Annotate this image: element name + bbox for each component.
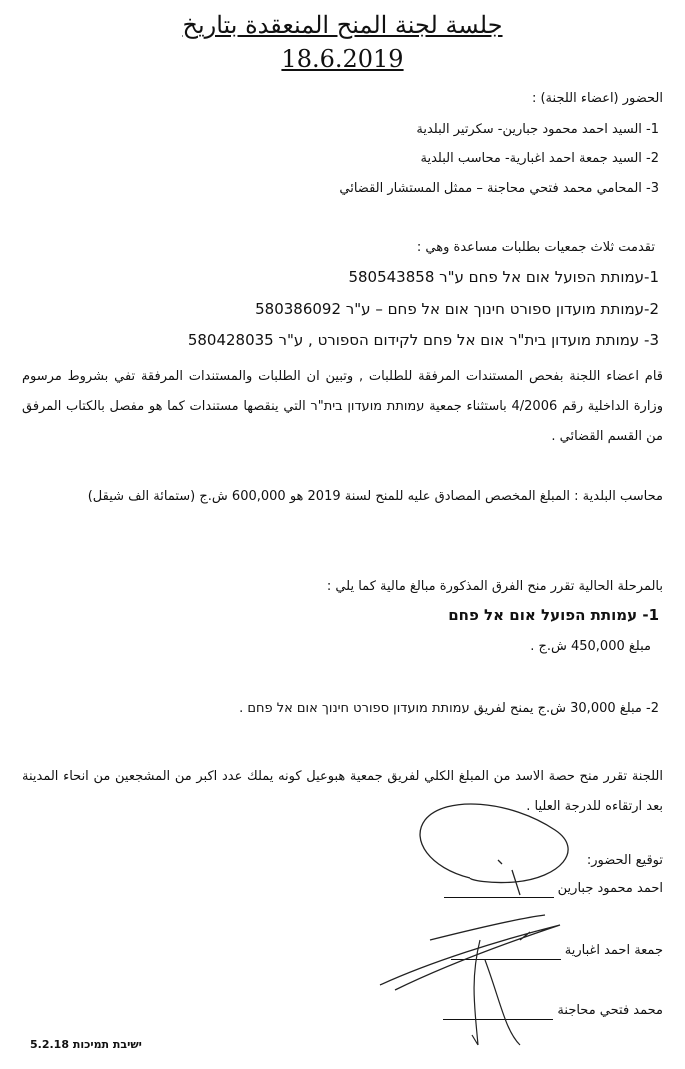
signature-underline [444,885,554,898]
decision-item-1-title: 1- עמותת הפועל אום אל פחם [448,606,659,624]
signature-line-2 [451,942,663,960]
accountant-paragraph: محاسب البلدية : المبلغ المخصص المصادق عليه للمنح لسنة 2019 هو 600,000 ش.ج (ستمائة الف شيقل) [87,489,663,504]
attendee-3: 3- المحامي محمد فتحي محاجنة – ممثل المستشار القضائي [339,181,659,196]
signatory-name-2: جمعة احمد اغبارية [564,943,663,958]
signature-line-3 [443,1002,663,1020]
review-paragraph: قام اعضاء اللجنة بفحص المستندات المرفقة للطلبات , وتبين ان الطلبات والمستندات المرفقة تفي بشروط مرسوم وزارة الداخلية رقم 4/2006 باستثناء جمعية עמותת מועדון בית"ר التي ينقصها مستندات كما هو مفصل بالكتاب المرفق من القسم القضائي . [22,369,663,444]
requests-intro: تقدمت ثلاث جمعيات بطلبات مساعدة وهي : [416,240,655,255]
decision-item-1-amount: مبلغ 450,000 ش.ج . [530,639,651,654]
signature-line-1 [444,880,663,898]
attendee-1: 1- السيد احمد محمود جبارين- سكرتير البلدية [416,122,659,137]
attendance-heading: الحضور (اعضاء اللجنة) : [531,91,663,106]
attendee-2: 2- السيد جمعة احمد اغبارية- محاسب البلدية [420,151,659,166]
request-item-3: 3- עמותת מועדון בית"ר אום אל פחם לקידום הספורט , ע"ר 580428035 [187,331,659,349]
signatory-name-1: احمد محمود جبارين [557,881,663,896]
request-item-2: 2-עמותת מועדון ספורט חינוך אום אל פחם – ע"ר 580386092 [255,300,659,318]
decision-final-paragraph: اللجنة تقرر منح حصة الاسد من المبلغ الكلي لفريق جمعية هبوعيل كونه يملك عدد اكبر من المشجعين من انحاء المدينة بعد ارتقاءه للدرجة العليا . [22,769,663,814]
signature-underline [451,947,561,960]
decision-item-2: 2- مبلغ 30,000 ش.ج يمنح لفريق עמותת מועדון ספורט חינוך אום אל פחם . [239,701,659,716]
page-title: جلسة لجنة المنح المنعقدة بتاريخ 18.6.2019 [182,11,503,73]
signature-underline [443,1007,553,1020]
footer-code: ישיבת תמיכות 5.2.18 [30,1038,142,1051]
request-item-1: 1-עמותת הפועל אום אל פחם ע"ר 580543858 [348,268,659,286]
signatures-heading: توقيع الحضور: [586,853,663,868]
decision-intro: بالمرحلة الحالية تقرر منح الفرق المذكورة مبالغ مالية كما يلي : [326,579,663,594]
signatory-name-3: محمد فتحي محاجنة [557,1003,663,1018]
